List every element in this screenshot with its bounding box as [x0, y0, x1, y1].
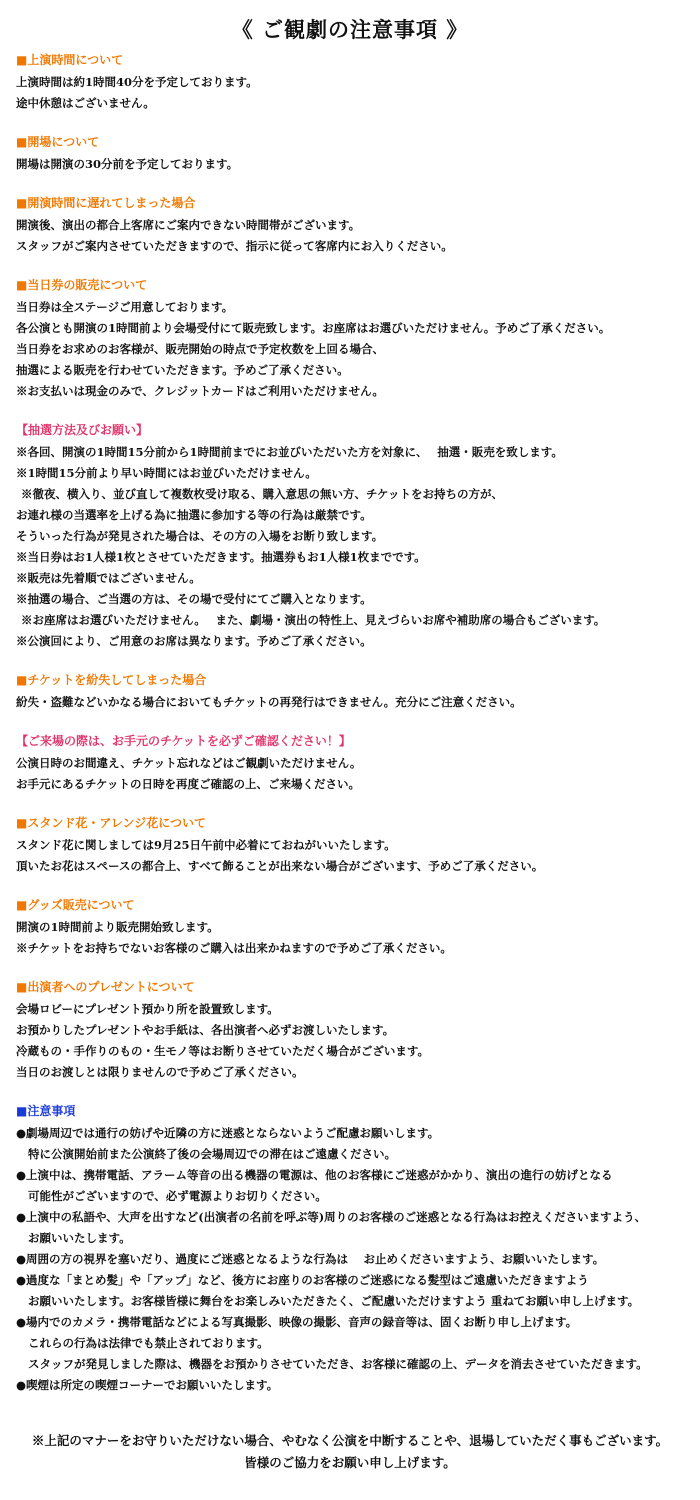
section-line: 開演後、演出の都合上客席にご案内できない時間帯がございます。 [16, 218, 361, 232]
section-line: ※公演回により、ご用意のお席は異なります。予めご了承ください。 [16, 634, 372, 648]
section-line: ※販売は先着順ではございません。 [16, 571, 201, 585]
section-line: 各公演とも開演の1時間前より会場受付にて販売致します。お座席はお選びいただけません。予めご了承ください。 [16, 321, 611, 335]
section-line: お手元にあるチケットの日時を再度ご確認の上、ご来場ください。 [16, 777, 360, 791]
section-line: 抽選による販売を行わせていただきます。予めご了承ください。 [16, 363, 349, 377]
section-line: 頂いたお花はスペースの都合上、すべて飾ることが出来ない場合がございます、予めご了承ください。 [16, 859, 544, 873]
section-heading: 【ご来場の際は、お手元のチケットを必ずご確認ください！】 [16, 734, 351, 748]
section-line: 途中休憩はございません。 [16, 96, 155, 110]
section-line: ※当日券はお1人様1枚とさせていただきます。抽選券もお1人様1枚までです。 [16, 550, 426, 564]
section-line: ※1時間15分前より早い時間にはお並びいただけません。 [16, 466, 317, 480]
section [16, 672, 700, 713]
footer-line-2: 皆様のご協力をお願い申し上げます。 [244, 1455, 456, 1470]
section-line: お願いいたします。お客様皆様に舞台をお楽しみいただきたく、ご配慮いただけますよう 重ねてお願い申し上げます。 [28, 1294, 640, 1308]
section [16, 195, 700, 257]
section-line: ※チケットをお持ちでないお客様のご購入は出来かねますので予めご了承ください。 [16, 941, 452, 955]
section [16, 277, 700, 402]
section-line: 当日券は全ステージご用意しております。 [16, 300, 234, 314]
section-line: 上演時間は約1時間40分を予定しております。 [16, 75, 258, 89]
section [16, 1103, 700, 1396]
section-heading: ■グッズ販売について [16, 898, 135, 912]
section-line: ●喫煙は所定の喫煙コーナーでお願いいたします。 [16, 1378, 279, 1392]
section-heading: 【抽選方法及びお願い】 [16, 423, 149, 437]
section-line: 特に公演開始前また公演終了後の会場周辺での滞在はご遠慮ください。 [28, 1147, 396, 1161]
section-heading: ■当日券の販売について [16, 278, 148, 292]
section-line: スタンド花に関しましては9月25日午前中必着にておねがいいたします。 [16, 838, 396, 852]
section [16, 897, 700, 959]
section-line: 公演日時のお間違え、チケット忘れなどはご観劇いただけません。 [16, 756, 362, 770]
section-line: 可能性がございますので、必ず電源よりお切りください。 [28, 1189, 327, 1203]
section-line: 開場は開演の30分前を予定しております。 [16, 157, 239, 171]
footer-notice [0, 1430, 700, 1474]
section-line: ●上演中は、携帯電話、アラーム等音の出る機器の電源は、他のお客様にご迷惑がかかり、演出の進行の妨げとなる [16, 1168, 613, 1182]
section [16, 422, 700, 652]
section-heading: ■出演者へのプレゼントについて [16, 980, 195, 994]
section-heading: ■上演時間について [16, 53, 124, 67]
section-heading: ■スタンド花・アレンジ花について [16, 816, 207, 830]
section-line: ※各回、開演の1時間15分前から1時間前までにお並びいただいた方を対象に、 抽選・販売を致します。 [16, 445, 563, 459]
section-line: ●上演中の私語や、大声を出すなど(出演者の名前を呼ぶ等)周りのお客様のご迷惑となる行為はお控えくださいますよう、 [16, 1210, 647, 1224]
section-line: お願いいたします。 [28, 1231, 131, 1245]
section-line: ※お座席はお選びいただけません。 また、劇場・演出の特性上、見えづらいお席や補助席の場合もございます。 [21, 613, 606, 627]
section-line: ●過度な「まとめ髪」や「アップ」など、後方にお座りのお客様のご迷惑になる髪型はご遠慮いただきますよう [16, 1273, 589, 1287]
section-line: そういった行為が発見された場合は、その方の入場をお断り致します。 [16, 529, 384, 543]
section-line: ●周囲の方の視界を塞いだり、過度にご迷惑となるような行為は お止めくださいますよう、お願いいたします。 [16, 1252, 605, 1266]
section [16, 52, 700, 114]
section-line: お連れ様の当選率を上げる為に抽選に参加する等の行為は厳禁です。 [16, 508, 372, 522]
section-line: 当日のお渡しとは限りませんので予めご了承ください。 [16, 1065, 304, 1079]
notice-content [16, 52, 700, 1416]
section-line: 冷蔵もの・手作りのもの・生モノ等はお断りさせていただく場合がございます。 [16, 1044, 429, 1058]
section-line: ※抽選の場合、ご当選の方は、その場で受付にてご購入となります。 [16, 592, 372, 606]
page-title: 《 ご観劇の注意事項 》 [231, 17, 469, 42]
section [16, 979, 700, 1083]
section-heading: ■開演時間に遅れてしまった場合 [16, 196, 196, 210]
section [16, 733, 700, 795]
section-line: これらの行為は法律でも禁止されております。 [28, 1336, 269, 1350]
section [16, 815, 700, 877]
section-line: 当日券をお求めのお客様が、販売開始の時点で予定枚数を上回る場合、 [16, 342, 384, 356]
section-line: スタッフがご案内させていただきますので、指示に従って客席内にお入りください。 [16, 239, 453, 253]
section-line: 紛失・盗難などいかなる場合においてもチケットの再発行はできません。充分にご注意ください。 [16, 695, 522, 709]
footer-line-1: ※上記のマナーをお守りいただけない場合、やむなく公演を中断することや、退場していただく事もございます。 [31, 1433, 669, 1448]
section [16, 134, 700, 175]
section-heading: ■注意事項 [16, 1104, 76, 1118]
section-line: スタッフが発見しました際は、機器をお預かりさせていただき、お客様に確認の上、データを消去させていただきます。 [28, 1357, 648, 1371]
section-heading: ■開場について [16, 135, 100, 149]
section-line: 会場ロビーにプレゼント預かり所を設置致します。 [16, 1002, 279, 1016]
section-line: お預かりしたプレゼントやお手紙は、各出演者へ必ずお渡しいたします。 [16, 1023, 395, 1037]
section-line: ※徹夜、横入り、並び直して複数枚受け取る、購入意思の無い方、チケットをお持ちの方が、 [21, 487, 503, 501]
section-line: 開演の1時間前より販売開始致します。 [16, 920, 219, 934]
section-line: ●場内でのカメラ・携帯電話などによる写真撮影、映像の撮影、音声の録音等は、固くお断り申し上げます。 [16, 1315, 578, 1329]
section-heading: ■チケットを紛失してしまった場合 [16, 673, 207, 687]
section-line: ※お支払いは現金のみで、クレジットカードはご利用いただけません。 [16, 384, 384, 398]
section-line: ●劇場周辺では通行の妨げや近隣の方に迷惑とならないようご配慮お願いします。 [16, 1126, 440, 1140]
